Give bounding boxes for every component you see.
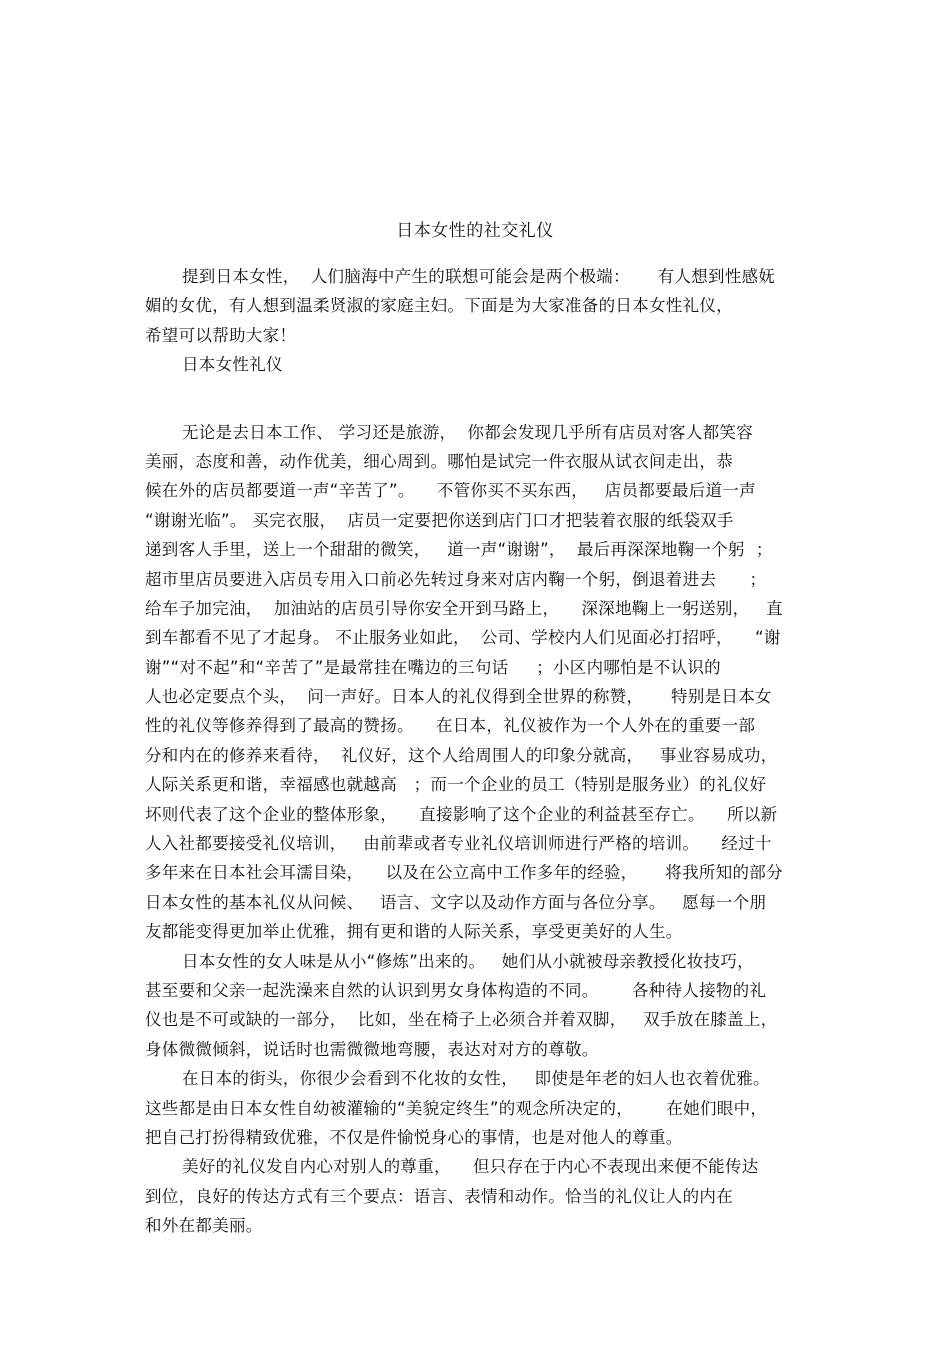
text-line: 人也必定要点个头， 问一声好。日本人的礼仪得到全世界的称赞， 特别是日本女 <box>145 687 772 707</box>
text-line: 媚的女优，有人想到温柔贤淑的家庭主妇。下面是为大家准备的日本女性礼仪， <box>145 296 733 316</box>
text-line: 美丽，态度和善，动作优美，细心周到。哪怕是试完一件衣服从试衣间走出，恭 <box>145 451 733 471</box>
text-line: 给车子加完油， 加油站的店员引导你安全开到马路上， 深深地鞠上一躬送别， 直 <box>145 598 783 618</box>
text-line: 在日本的街头，你很少会看到不化妆的女性， 即使是年老的妇人也衣着优雅。 <box>182 1069 770 1089</box>
paragraph-conclusion <box>145 1152 810 1240</box>
text-line: 无论是去日本工作、 学习还是旅游， 你都会发现几乎所有店员对客人都笑容 <box>182 422 754 442</box>
text-line: 性的礼仪等修养得到了最高的赞扬。 在日本，礼仪被作为一个人外在的重要一部 <box>145 716 756 736</box>
text-line: 甚至要和父亲一起洗澡来自然的认识到男女身体构造的不同。 各种待人接物的礼 <box>145 980 767 1000</box>
text-line: 坏则代表了这个企业的整体形象， 直接影响了这个企业的利益甚至存亡。 所以新 <box>145 804 778 824</box>
paragraph-upbringing <box>145 947 810 1065</box>
document-body <box>145 262 810 1241</box>
text-line: 和外在都美丽。 <box>145 1216 263 1236</box>
text-line: 谢”“对不起”和“辛苦了”是最常挂在嘴边的三句话 ；小区内哪怕是不认识的 <box>145 657 721 677</box>
spacer <box>145 380 810 418</box>
text-line: 多年来在日本社会耳濡目染， 以及在公立高中工作多年的经验， 将我所知的部分 <box>145 863 783 883</box>
text-line: 仪也是不可或缺的一部分， 比如，坐在椅子上必须合并着双脚， 双手放在膝盖上， <box>145 1010 778 1030</box>
text-line: 身体微微倾斜，说话时也需微微地弯腰，表达对对方的尊敬。 <box>145 1039 599 1059</box>
text-line: 超市里店员要进入店员专用入口前必先转过身来对店内鞠一个躬，倒退着进去 ； <box>145 569 767 589</box>
text-line: 到车都看不见了才起身。 不止服务业如此， 公司、学校内人们见面必打招呼， “谢 <box>145 628 781 648</box>
text-line: 把自己打扮得精致优雅，不仅是件愉悦身心的事情，也是对他人的尊重。 <box>145 1127 683 1147</box>
text-line: 美好的礼仪发自内心对别人的尊重， 但只存在于内心不表现出来便不能传达 <box>182 1157 759 1177</box>
text-line: 希望可以帮助大家！ <box>145 325 297 345</box>
text-line: 友都能变得更加举止优雅，拥有更和谐的人际关系，享受更美好的人生。 <box>145 922 683 942</box>
intro-paragraph <box>145 262 810 350</box>
text-line: 提到日本女性， 人们脑海中产生的联想可能会是两个极端： 有人想到性感妩 <box>182 267 776 286</box>
text-line: 这些都是由日本女性自幼被灌输的“美貌定终生”的观念所决定的， 在她们眼中， <box>145 1098 768 1118</box>
paragraph-courtesy <box>145 418 810 947</box>
document-title: 日本女性的社交礼仪 <box>396 221 554 241</box>
text-line: 人入社都要接受礼仪培训， 由前辈或者专业礼仪培训师进行严格的培训。 经过十 <box>145 834 772 854</box>
section-subheading: 日本女性礼仪 <box>182 355 283 375</box>
text-line: “谢谢光临”。 买完衣服， 店员一定要把你送到店门口才把装着衣服的纸袋双手 <box>145 510 734 530</box>
text-line: 到位，良好的传达方式有三个要点：语言、表情和动作。恰当的礼仪让人的内在 <box>145 1186 733 1206</box>
text-line: 候在外的店员都要道一声“辛苦了”。 不管你买不买东西， 店员都要最后道一声 <box>145 481 756 501</box>
paragraph-appearance <box>145 1064 810 1152</box>
text-line: 日本女性的基本礼仪从问候、 语言、文字以及动作方面与各位分享。 愿每一个朋 <box>145 892 767 912</box>
text-line: 日本女性的女人味是从小“修炼”出来的。 她们从小就被母亲教授化妆技巧， <box>182 951 754 971</box>
text-line: 分和内在的修养来看待， 礼仪好，这个人给周围人的印象分就高， 事业容易成功， <box>145 745 778 765</box>
text-line: 递到客人手里，送上一个甜甜的微笑， 道一声“谢谢”， 最后再深深地鞠一个躬 ； <box>145 540 773 560</box>
text-line: 人际关系更和谐，幸福感也就越高 ；而一个企业的员工（特别是服务业）的礼仪好 <box>145 775 767 795</box>
